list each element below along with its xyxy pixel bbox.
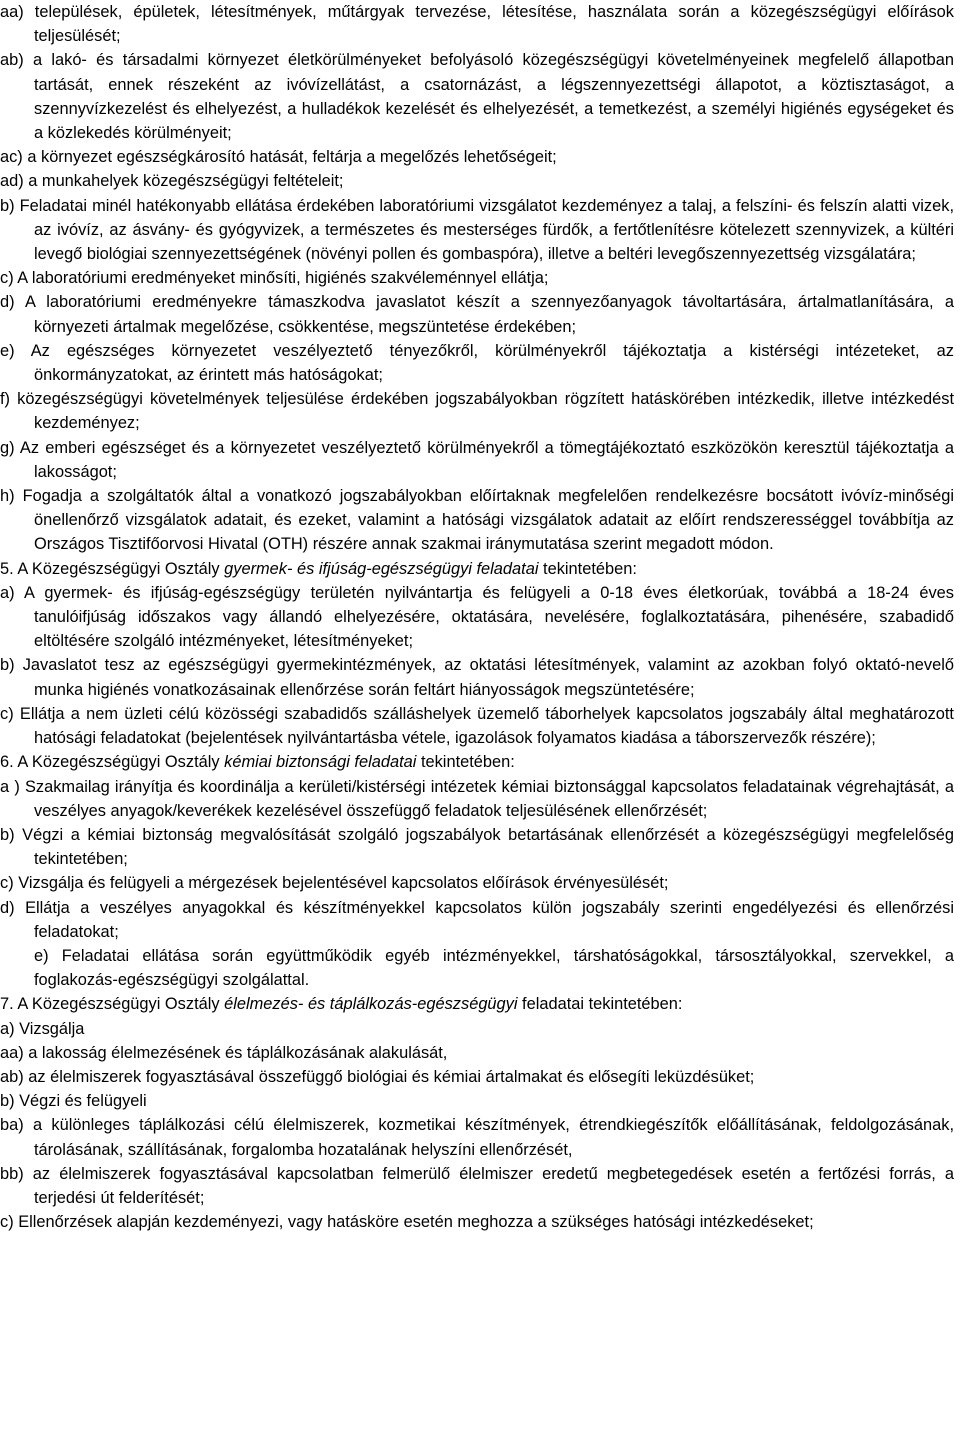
section-5-item-a: a) A gyermek- és ifjúság-egészségügy területén nyilvántartja és felügyeli a 0-18 éves életkorúak, továbbá a 18-24 éves tanulóifjúság időszakos vagy állandó elhelyezésére, oktatására, nevelésére, foglalkoztatására, pihenésére, szabadidő eltöltésére szolgáló intézményeket, létesítményeket; <box>0 583 954 651</box>
section-7-item-ab: ab) az élelmiszerek fogyasztásával összefüggő biológiai és kémiai ártalmakat és elősegíti leküzdésüket; <box>0 1067 755 1086</box>
section-6-item-e: e) Feladatai ellátása során együttműködik egyéb intézményekkel, társhatóságokkal, társosztályokkal, szervekkel, a foglakozás-egészségügyi szolgálattal. <box>34 946 954 990</box>
item-b: b) Feladatai minél hatékonyabb ellátása érdekében laboratóriumi vizsgálatot kezdeményez a talaj, a felszíni- és felszín alatti vizek, az ivóvíz, az ásvány- és gyógyvizek, a természetes és mesterséges fürdők, a fertőtlenítésre kötelezett szennyvizek, a kültéri levegő biológiai szennyezettségének (növényi pollen és gombaspóra), illetve a beltéri levegőszennyezettség vizsgálatára; <box>0 196 954 264</box>
section-7-item-aa: aa) a lakosság élelmezésének és táplálkozásának alakulását, <box>0 1043 448 1062</box>
section-7-item-b: b) Végzi és felügyeli <box>0 1092 147 1111</box>
section-7-item-bb: bb) az élelmiszerek fogyasztásával kapcsolatban felmerülő élelmiszer eredetű megbetegedések esetén a fertőzési forrás, a terjedési út felderítését; <box>0 1164 954 1207</box>
section-5-item-c: c) Ellátja a nem üzleti célú közösségi szabadidős szálláshelyek üzemelő táborhelyek kapcsolatos jogszabály által meghatározott hatósági feladatokat (bejelentések nyilvántartásba vétele, igazolások folyamatos kiadása a táborszervezők részére); <box>0 704 954 748</box>
section-5-item-b: b) Javaslatot tesz az egészségügyi gyermekintézmények, az oktatási létesítmények, valamint az azokban folyó oktató-nevelő munka higiénés vonatkozásainak ellenőrzése során feltárt hiányosságok megszüntetésére; <box>0 656 954 699</box>
item-ab: ab) a lakó- és társadalmi környezet életkörülményeket befolyásoló közegészségügyi követelményeinek megfelelő állapotban tartását, ennek részeként az ivóvízellátást, a csatornázást, a légszennyezettségi állapotot, a köztisztaságot, a szennyvízkezelést és elhelyezést, a hulladékok kezelését és elhelyezését, a temetkezést, a személyi higiénés egységeket és a közlekedés körülményeit; <box>0 51 954 143</box>
item-g: g) Az emberi egészséget és a környezetet veszélyeztető körülményekről a tömegtájékoztató eszközökön keresztül tájékoztatja a lakosságot; <box>0 438 954 481</box>
section-6-item-a: a ) Szakmailag irányítja és koordinálja a kerületi/kistérségi intézetek kémiai biztonsággal kapcsolatos feladatainak végrehajtását, a veszélyes anyagok/keverékek kezelésével összefüggő feladatok teljesülésének ellenőrzését; <box>0 777 954 820</box>
section-6-item-c: c) Vizsgálja és felügyeli a mérgezések bejelentésével kapcsolatos előírások érvényesülését; <box>0 874 669 893</box>
item-ac: ac) a környezet egészségkárosító hatását, feltárja a megelőzés lehetőségeit; <box>0 148 557 167</box>
section-7-item-c: c) Ellenőrzések alapján kezdeményezi, vagy hatásköre esetén meghozza a szükséges hatósági intézkedéseket; <box>0 1213 814 1232</box>
section-7-heading: 7. A Közegészségügyi Osztály élelmezés- és táplálkozás-egészségügyi feladatai tekintetében: <box>0 995 683 1014</box>
section-6-heading: 6. A Közegészségügyi Osztály kémiai biztonsági feladatai tekintetében: <box>0 753 515 772</box>
item-f: f) közegészségügyi követelmények teljesülése érdekében jogszabályokban rögzített hatáskörében intézkedik, illetve intézkedést kezdeményez; <box>0 390 954 433</box>
item-ad: ad) a munkahelyek közegészségügyi feltételeit; <box>0 172 344 191</box>
item-e: e) Az egészséges környezetet veszélyeztető tényezőkről, körülményekről tájékoztatja a kistérségi intézeteket, az önkormányzatokat, az érintett más hatóságokat; <box>0 341 954 385</box>
item-h: h) Fogadja a szolgáltatók által a vonatkozó jogszabályokban előírtaknak megfelelően rendelkezésre bocsátott ivóvíz-minőségi önellenőrző vizsgálatok adatait, és ezeket, valamint a hatósági vizsgálatok adatait az előírt rendszerességgel továbbítja az Országos Tisztifőorvosi Hivatal (OTH) részére annak szakmai iránymutatása szerint megadott módon. <box>0 487 954 554</box>
section-5-heading: 5. A Közegészségügyi Osztály gyermek- és ifjúság-egészségügyi feladatai tekintetében: <box>0 559 637 578</box>
item-aa: aa) települések, épületek, létesítmények, műtárgyak tervezése, létesítése, használata során a közegészségügyi előírások teljesülését; <box>0 3 954 46</box>
section-6-item-b: b) Végzi a kémiai biztonság megvalósítását szolgáló jogszabályok betartásának ellenőrzését a közegészségügyi megfelelőség tekintetében; <box>0 825 954 869</box>
item-c: c) A laboratóriumi eredményeket minősíti, higiénés szakvéleménnyel ellátja; <box>0 269 549 288</box>
section-7-item-ba: ba) a különleges táplálkozási célú élelmiszerek, kozmetikai készítmények, étrendkiegészítők előállításának, feldolgozásának, tárolásának, szállításának, forgalomba hozatalának helyszíni ellenőrzését, <box>0 1116 954 1159</box>
item-d: d) A laboratóriumi eredményekre támaszkodva javaslatot készít a szennyezőanyagok távoltartására, ártalmatlanítására, a környezeti ártalmak megelőzése, csökkentése, megszüntetése érdekében; <box>0 293 954 336</box>
section-6-item-d: d) Ellátja a veszélyes anyagokkal és készítményekkel kapcsolatos külön jogszabály szerinti engedélyezési és ellenőrzési feladatokat; <box>0 898 954 941</box>
section-7-item-a: a) Vizsgálja <box>0 1019 85 1038</box>
